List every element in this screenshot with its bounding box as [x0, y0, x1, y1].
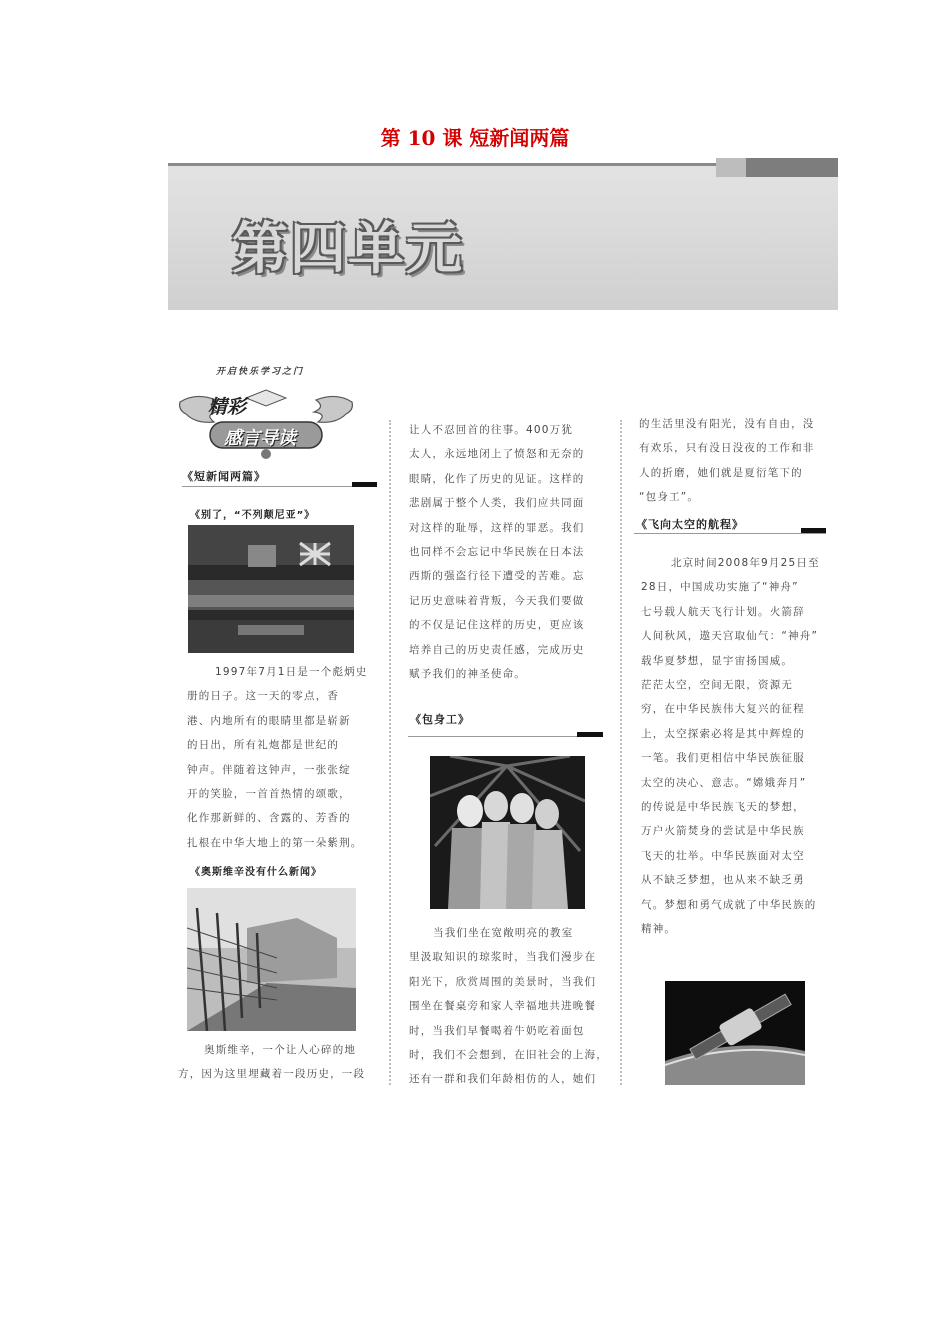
logo-line1: 精彩 [208, 396, 247, 418]
text-line: 赋予我们的神圣使命。 [409, 668, 526, 681]
text-line: 记历史意味着背叛，今天我们要做 [409, 594, 585, 607]
text-line: 眼睛，化作了历史的见证。这样的 [409, 472, 585, 485]
banner-tab-dark [746, 158, 838, 177]
text-line: 气。梦想和勇气成就了中华民族的 [641, 898, 817, 911]
worker-face-icon [457, 795, 483, 827]
text-line: 载华夏梦想，显宇宙扬国威。 [641, 654, 794, 667]
text-line: 钟声。伴随着这钟声，一张张绽 [187, 763, 351, 776]
auschwitz-camp-photo [187, 888, 356, 1031]
text-line: 的传说是中华民族飞天的梦想， [641, 801, 805, 814]
spacecraft-orbit-photo [665, 981, 805, 1085]
text-line: 当我们坐在宽敞明亮的教室 [433, 927, 574, 939]
text-line: 对这样的耻辱，这样的罪恶。我们 [409, 521, 585, 534]
handover-ceremony-photo [188, 525, 354, 653]
text-line: 1997年7月1日是一个彪炳史 [215, 666, 368, 678]
open-book-icon [246, 390, 286, 406]
text-line: 时，我们不会想到，在旧社会的上海， [409, 1049, 608, 1062]
col1-section-rule [182, 486, 377, 487]
text-line: 飞天的壮举。中华民族面对太空 [641, 849, 805, 862]
text-line: 围坐在餐桌旁和家人幸福地共进晚餐 [409, 1000, 597, 1013]
text-line: 七号载人航天飞行计划。火箭辞 [641, 605, 805, 618]
text-line: 扎根在中华大地上的第一朵紫荆。 [187, 836, 363, 849]
child-laborers-illustration [430, 756, 585, 909]
text-line: 化作那新鲜的、含露的、芳香的 [187, 812, 351, 825]
text-line: “包身工”。 [639, 491, 700, 504]
col3-body-text [641, 551, 831, 942]
col2-bottom-text [409, 921, 608, 1092]
column-divider-2 [620, 420, 622, 1085]
col2-top-text [409, 418, 604, 686]
column-divider-1 [389, 420, 391, 1085]
text-line: 上，太空探索必将是其中辉煌的 [641, 727, 805, 740]
flag-left-icon [248, 545, 276, 567]
text-line: 西斯的强盗行径下遭受的苦难。忘 [409, 570, 585, 583]
col1-section-bar [352, 482, 377, 487]
col2-section-rule [408, 736, 603, 737]
worker-face-icon [535, 799, 559, 829]
text-line: 的不仅是记住这样的历史，更应该 [409, 619, 585, 632]
col1-section-title: 《短新闻两篇》 [182, 470, 266, 483]
worker-face-icon [484, 791, 508, 821]
text-line: 一笔。我们更相信中华民族征服 [641, 752, 805, 765]
text-line: 从不缺乏梦想，也从来不缺乏勇 [641, 874, 805, 887]
text-line: 时，当我们早餐喝着牛奶吃着面包 [409, 1024, 585, 1037]
text-line: 阳光下，欣赏周围的美景时，当我们 [409, 975, 597, 988]
banner-tab-light [716, 158, 746, 177]
text-line: 也同样不会忘记中华民族在日本法 [409, 546, 585, 559]
logo-arc-text: 开启快乐学习之门 [216, 367, 305, 377]
col2-section-bar [577, 732, 603, 737]
text-line: 28日，中国成功实施了“神舟” [641, 581, 799, 594]
text-line: 还有一群和我们年龄相仿的人，她们 [409, 1073, 597, 1086]
text-line: 人的折磨，她们就是夏衍笔下的 [639, 466, 803, 479]
col1-article2-title: 《奥斯维辛没有什么新闻》 [190, 867, 322, 878]
text-line: 让人不忍回首的往事。400万犹 [409, 424, 574, 436]
text-line: 太人，永远地闭上了愤怒和无奈的 [409, 448, 585, 461]
text-line: 精神。 [641, 923, 677, 936]
text-line: 奥斯维辛，一个让人心碎的地 [204, 1044, 357, 1056]
col3-section-rule [634, 533, 826, 534]
text-line: 北京时间2008年9月25日至 [671, 557, 820, 569]
worker-face-icon [510, 793, 534, 823]
logo-ornament [261, 449, 271, 459]
text-line: 悲剧属于整个人类，我们应共同面 [409, 497, 585, 510]
text-line: 茫茫太空，空间无限，资源无 [641, 679, 794, 692]
text-line: 开的笑脸，一首首热情的颂歌， [187, 788, 351, 801]
col3-section-bar [801, 528, 826, 533]
banner-top-rule [168, 163, 718, 166]
text-line: 港、内地所有的眼睛里都是崭新 [187, 714, 351, 727]
reading-guide-logo [176, 362, 356, 462]
text-line: 培养自己的历史责任感，完成历史 [409, 643, 585, 656]
text-line: 太空的决心、意志。“嫦娥奔月” [641, 776, 807, 789]
col3-section-title: 《飞向太空的航程》 [636, 518, 744, 531]
right-wing-icon [314, 396, 352, 422]
logo-line2: 感言导读 [224, 428, 296, 449]
col1-article2-text [178, 1038, 373, 1087]
unit-title: 第四单元 [232, 217, 464, 282]
text-line: 的日出，所有礼炮都是世纪的 [187, 739, 340, 752]
text-line: 的生活里没有阳光，没有自由，没 [639, 418, 815, 430]
lesson-title: 第 10 课 短新闻两篇 [380, 126, 570, 150]
text-line: 人间秋风，遨天宫取仙气：“神舟” [641, 630, 819, 643]
text-line: 册的日子。这一天的零点，香 [187, 690, 340, 703]
text-line: 方，因为这里埋藏着一段历史，一段 [178, 1068, 366, 1081]
col3-top-text [639, 412, 829, 510]
text-line: 穷，在中华民族伟大复兴的征程 [641, 703, 805, 716]
col2-section-title: 《包身工》 [410, 713, 470, 726]
text-line: 里汲取知识的琼浆时，当我们漫步在 [409, 951, 597, 964]
col1-article1-title: 《别了，“不列颠尼亚”》 [190, 510, 316, 521]
text-line: 有欢乐，只有没日没夜的工作和非 [639, 442, 815, 455]
text-line: 万户火箭焚身的尝试是中华民族 [641, 825, 805, 838]
col1-article1-text [187, 660, 367, 855]
